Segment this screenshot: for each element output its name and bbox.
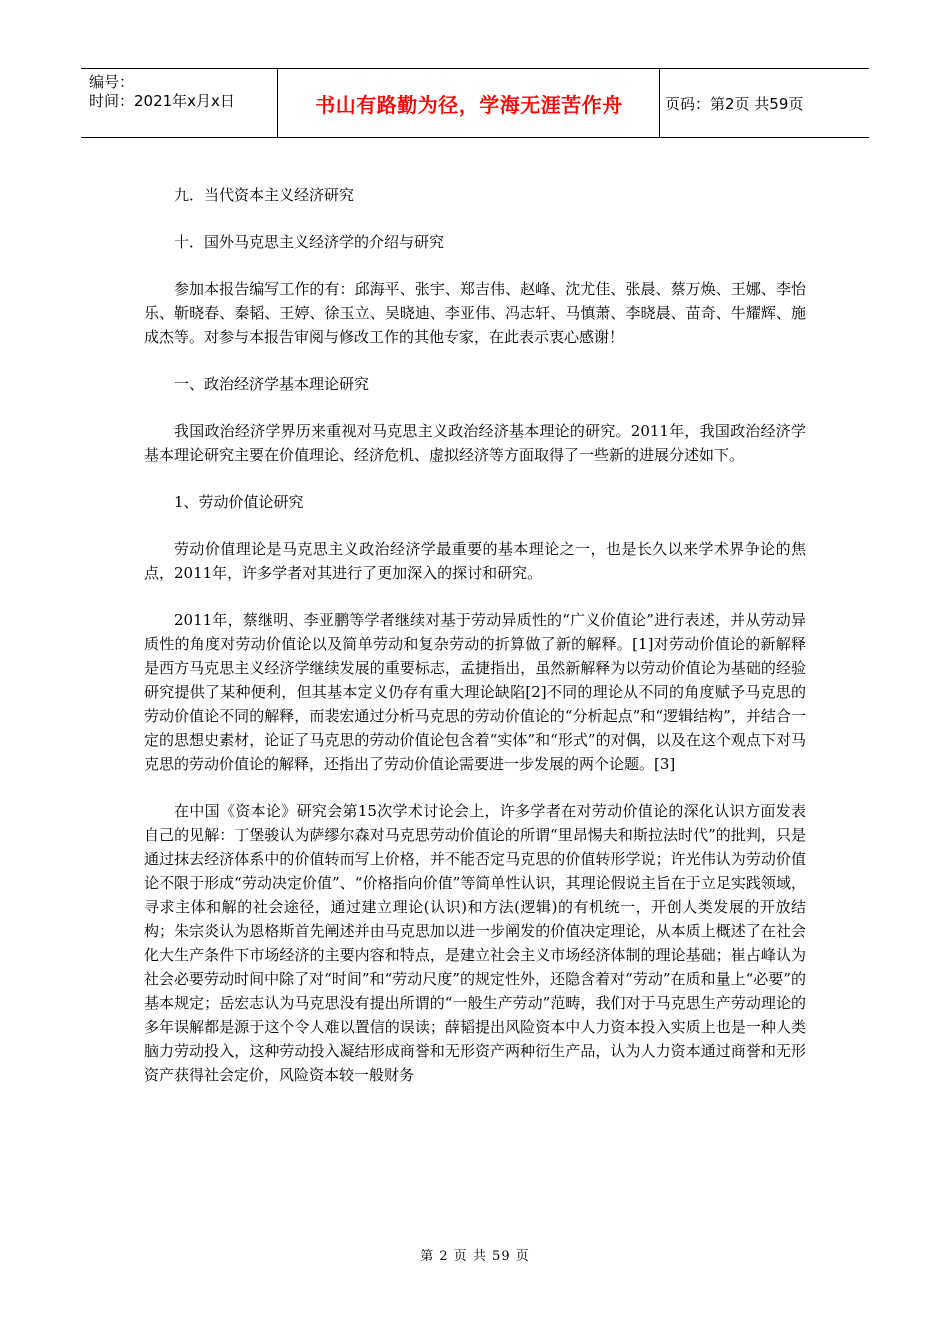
document-body: [144, 183, 806, 1110]
header-number: 编号：: [89, 73, 135, 91]
section-heading-9: 九．当代资本主义经济研究: [174, 186, 355, 204]
body-paragraph: 2011年，蔡继明、李亚鹏等学者继续对基于劳动异质性的“广义价值论”进行表述，并从劳动异质性的角度对劳动价值论以及简单劳动和复杂劳动的折算做了新的解释。[1]对劳动价值论的新解释是西方马克思主义经济学继续发展的重要标志，孟捷指出，虽然新解释为以劳动价值论为基础的经验研究提供了某种便利，但其基本定义仍存有重大理论缺陷[2]不同的理论从不同的角度赋予马克思的劳动价值论不同的解释，而裴宏通过分析马克思的劳动价值论的“分析起点”和“逻辑结构”，并结合一定的思想史素材，论证了马克思的劳动价值论包含着“实体”和“形式”的对偶，以及在这个观点下对马克思的劳动价值论的解释，还指出了劳动价值论需要进一步发展的两个论题。[3]: [144, 611, 806, 773]
header-meta: [89, 73, 235, 111]
intro-paragraph: 我国政治经济学界历来重视对马克思主义政治经济基本理论的研究。2011年，我国政治经济学基本理论研究主要在价值理论、经济危机、虚拟经济等方面取得了一些新的进展分述如下。: [144, 422, 806, 464]
header-divider: [659, 69, 660, 137]
body-paragraph: 劳动价值理论是马克思主义政治经济学最重要的基本理论之一，也是长久以来学术界争论的焦点，2011年，许多学者对其进行了更加深入的探讨和研究。: [144, 540, 806, 582]
body-paragraph: 在中国《资本论》研究会第15次学术讨论会上，许多学者在对劳动价值论的深化认识方面发表自己的见解：丁堡骏认为萨缪尔森对马克思劳动价值论的所谓“里昂惕夫和斯拉法时代”的批判，只是通过抹去经济体系中的价值转而写上价格，并不能否定马克思的价值转形学说；许光伟认为劳动价值论不限于形成“劳动决定价值”、“价格指向价值”等简单性认识，其理论假说主旨在于立足实践领域，寻求主体和解的社会途径，通过建立理论(认识)和方法(逻辑)的有机统一，开创人类发展的开放结构；朱宗炎认为恩格斯首先阐述并由马克思加以进一步阐发的价值决定理论，从本质上概述了在社会化大生产条件下市场经济的主要内容和特点，是建立社会主义市场经济体制的理论基础；崔占峰认为社会必要劳动时间中除了对“时间”和“劳动尺度”的规定性外，还隐含着对“劳动”在质和量上“必要”的基本规定；岳宏志认为马克思没有提出所谓的“一般生产劳动”范畴，我们对于马克思生产劳动理论的多年误解都是源于这个令人难以置信的误读；薛韬提出风险资本中人力资本投入实质上也是一种人类脑力劳动投入，这种劳动投入凝结形成商誉和无形资产两种衍生产品，认为人力资本通过商誉和无形资产获得社会定价，风险资本较一般财务: [144, 802, 806, 1084]
header-time: 时间：2021年x月x日: [89, 92, 235, 110]
section-heading-10: 十．国外马克思主义经济学的介绍与研究: [174, 233, 445, 251]
section-heading-1: 一、政治经济学基本理论研究: [174, 375, 370, 393]
header-page-info: 页码：第2页 共59页: [665, 94, 804, 113]
contributors-paragraph: 参加本报告编写工作的有：邱海平、张宇、郑吉伟、赵峰、沈尤佳、张晨、蔡万焕、王娜、李怡乐、靳晓春、秦韬、王婷、徐玉立、吴晓迪、李亚伟、冯志轩、马慎萧、李晓晨、苗奇、牛耀辉、施成杰等。对参与本报告审阅与修改工作的其他专家，在此表示衷心感谢！: [144, 280, 806, 346]
subsection-heading-1: 1、劳动价值论研究: [174, 493, 304, 511]
page-footer: 第 2 页 共 59 页: [420, 1249, 530, 1264]
header-motto: 书山有路勤为径，学海无涯苦作舟: [315, 92, 623, 117]
header-divider: [277, 69, 278, 137]
page-header: [81, 68, 869, 138]
